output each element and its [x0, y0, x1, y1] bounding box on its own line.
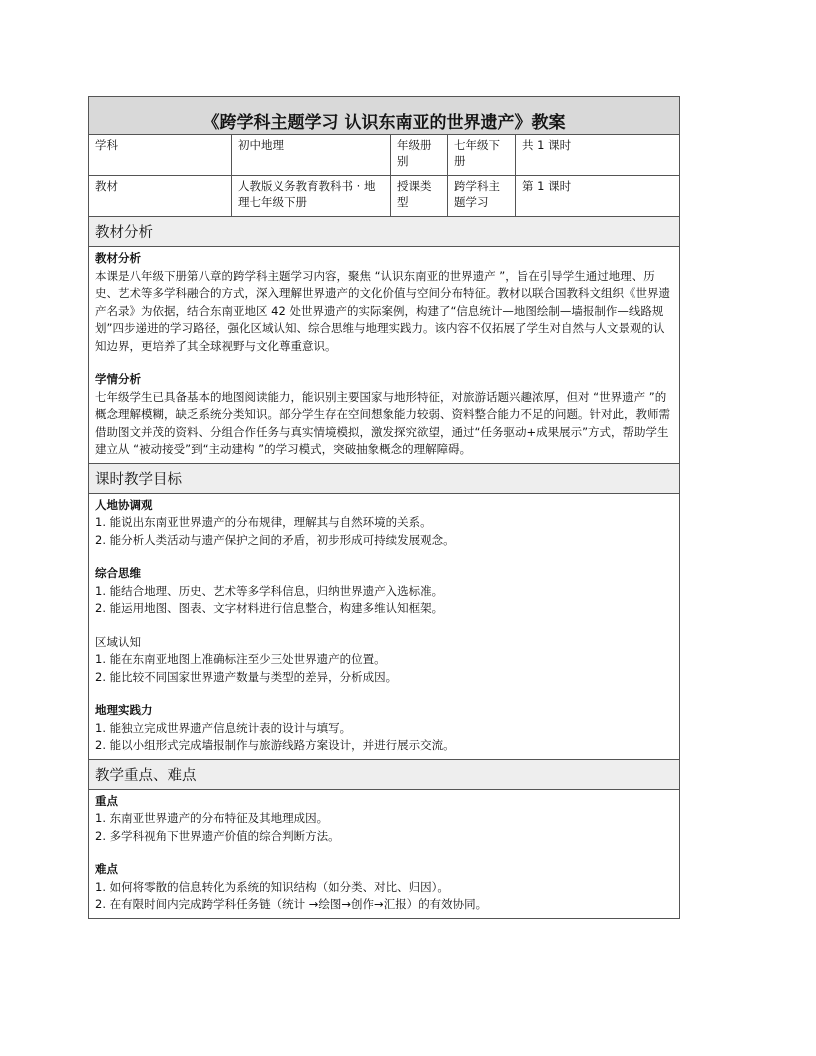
goal-item: 2. 能以小组形式完成墙报制作与旅游线路方案设计，并进行展示交流。: [95, 738, 455, 752]
subject-value: 初中地理: [232, 135, 391, 176]
goals-heading: 课时教学目标: [89, 463, 680, 493]
doc-title: 《跨学科主题学习 认识东南亚的世界遗产》教案: [202, 112, 566, 133]
learner-paragraph: 七年级学生已具备基本的地图阅读能力，能识别主要国家与地形特征，对旅游话题兴趣浓厚，但对 “世界遗产 ”的概念理解模糊，缺乏系统分类知识。部分学生存在空间想象能力较弱、资料整合能力不足的问题。针对此，教师需借助图文并茂的资料、分组合作任务与真实情境模拟，激发探究欲望，通过“任务驱动+成果展示”方式，帮助学生建立从 “被动接受”到“主动建构 ”的学习模式，突破抽象概念的理解障碍。: [95, 389, 670, 456]
info-row-material: [89, 176, 680, 217]
difficult-points-title: 难点: [95, 862, 118, 876]
goal-item: 2. 能运用地图、图表、文字材料进行信息整合，构建多维认知框架。: [95, 601, 444, 615]
type-label: 授课类型: [391, 176, 448, 217]
analysis-heading: 教材分析: [89, 217, 680, 247]
goal-item: 1. 能说出东南亚世界遗产的分布规律，理解其与自然环境的关系。: [95, 515, 432, 529]
focus-heading: 教学重点、难点: [89, 759, 680, 789]
goal-group-title: 人地协调观: [95, 497, 153, 512]
goal-group-title: 综合思维: [95, 566, 141, 580]
goal-group-title: 区域认知: [95, 634, 141, 649]
analysis-paragraph: 本课是八年级下册第八章的跨学科主题学习内容，聚焦 “认识东南亚的世界遗产 ”，旨在引导学生通过地理、历史、艺术等多学科融合的方式，深入理解世界遗产的文化价值与空间分布特征。教材以联合国教科文组织《世界遗产名录》为依据，结合东南亚地区 42 处世界遗产的实际案例，构建了“信息统计—地图绘制—墙报制作—线路规划”四步递进的学习路径，强化区域认知、综合思维与地理实践力。该内容不仅拓展了学生对自然与人文景观的认知边界，更培养了其全球视野与文化尊重意识。: [95, 268, 670, 353]
subject-label: 学科: [89, 135, 232, 176]
key-points-title: 重点: [95, 793, 118, 808]
difficult-point-item: 2. 在有限时间内完成跨学科任务链（统计 →绘图→创作→汇报）的有效协同。: [95, 897, 488, 911]
goal-item: 2. 能分析人类活动与遗产保护之间的矛盾，初步形成可持续发展观念。: [95, 532, 455, 547]
goal-item: 1. 能独立完成世界遗产信息统计表的设计与填写。: [95, 720, 352, 735]
analysis-subheading: 教材分析: [95, 251, 141, 265]
goal-item: 1. 能结合地理、历史、艺术等多学科信息，归纳世界遗产入选标准。: [95, 583, 444, 598]
learner-subheading: 学情分析: [95, 372, 141, 386]
hours-value: 共 1 课时: [516, 135, 680, 176]
focus-body: [89, 789, 680, 918]
material-value: 人教版义务教育教科书 · 地理七年级下册: [232, 176, 391, 217]
goals-body: [89, 493, 680, 759]
key-point-item: 2. 多学科视角下世界遗产价值的综合判断方法。: [95, 828, 340, 843]
lesson-plan-table: [88, 96, 680, 919]
material-label: 教材: [89, 176, 232, 217]
difficult-point-item: 1. 如何将零散的信息转化为系统的知识结构（如分类、对比、归因）。: [95, 879, 449, 894]
key-point-item: 1. 东南亚世界遗产的分布特征及其地理成因。: [95, 811, 329, 825]
analysis-body: [89, 247, 680, 464]
grade-value: 七年级下册: [448, 135, 516, 176]
doc-title-cell: [89, 97, 680, 135]
lesson-value: 第 1 课时: [516, 176, 680, 217]
info-row-subject: [89, 135, 680, 176]
goal-item: 1. 能在东南亚地图上准确标注至少三处世界遗产的位置。: [95, 652, 386, 666]
type-value: 跨学科主题学习: [448, 176, 516, 217]
goal-group-title: 地理实践力: [95, 703, 153, 717]
grade-label: 年级册别: [391, 135, 448, 176]
lesson-plan-sheet: [88, 96, 679, 919]
goal-item: 2. 能比较不同国家世界遗产数量与类型的差异，分析成因。: [95, 669, 398, 684]
